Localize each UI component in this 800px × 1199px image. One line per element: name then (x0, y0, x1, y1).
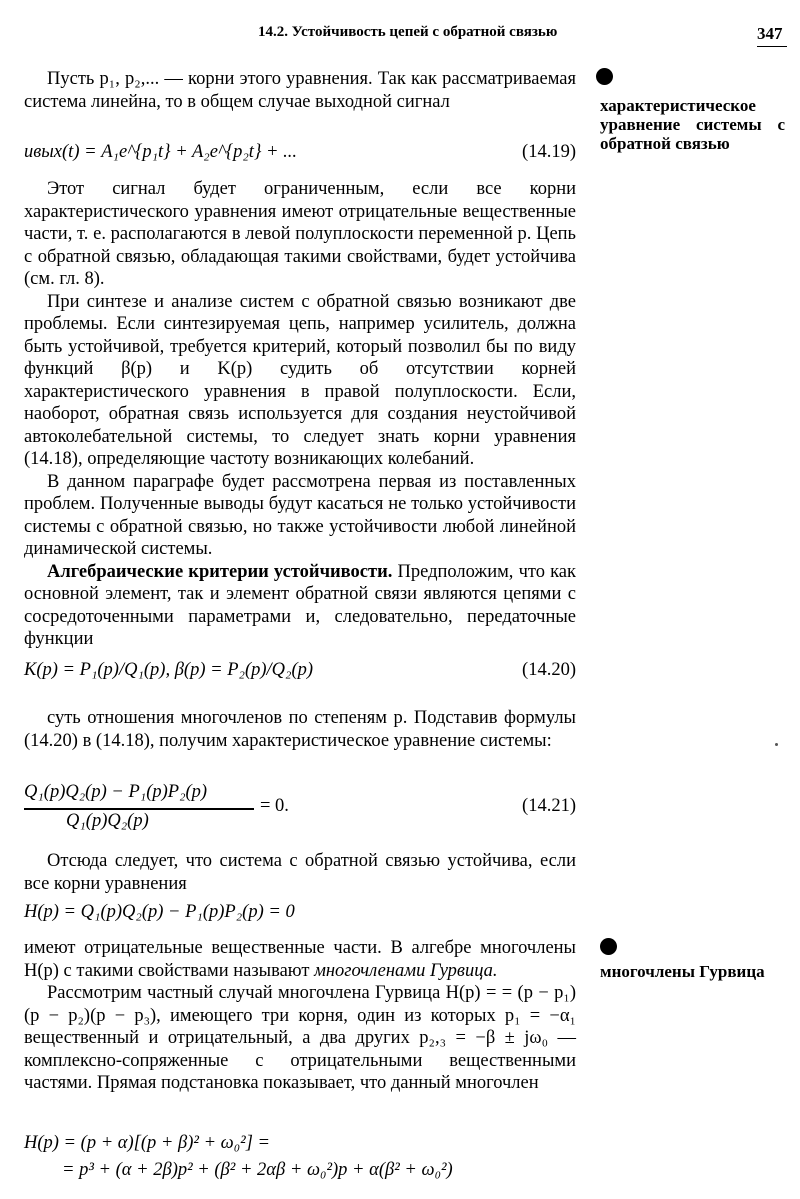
running-header: 14.2. Устойчивость цепей с обратной связью (258, 24, 558, 40)
paragraph-5: Алгебраические критерии устойчивости. Предположим, что как основной элемент, так и элемент обратной связи являются цепями с сосредоточенными параметрами и, следовательно, передаточные функции (24, 561, 576, 649)
page-number: 347 (757, 24, 783, 43)
formula-last-line-2: = p³ + (α + 2β)p² + (β² + 2αβ + ω₀²)p + α(β² + ω₀²) (62, 1160, 453, 1180)
paragraphs-2-4 (24, 178, 576, 651)
paragraph-9: Рассмотрим частный случай многочлена Гурвица H(p) = = (p − p₁)(p − p₂)(p − p₃), имеющего три корня, один из которых p₁ = −α₁ вещественный и отрицательный, а два других p₂,₃ = −β ± jω₀ — комплексно-сопряженные с отрицательными вещественными частями. Прямая подстановка показывает, что данный многочлен (24, 983, 576, 1093)
equation-number: (14.21) (522, 796, 576, 816)
margin-bullet-icon (600, 938, 617, 955)
paragraph-3: При синтезе и анализе систем с обратной связью возникают две проблемы. Если синтезируемая цепь, например усилитель, должна быть устойчивой, требуется критерий, который позволил бы по виду функций β(p) и K(p) судить об отсутствии корней характеристического уравнения в правой полуплоскости. Если, наоборот, обратная связь используется для создания неустойчивой автоколебательной системы, то следует знать корни уравнения (14.18), определяющие частоту возникающих колебаний. (24, 291, 576, 469)
paragraph-8: имеют отрицательные вещественные части. В алгебре многочлены H(p) с такими свойствами называют многочленами Гурвица. (24, 938, 576, 981)
paragraph-7: Отсюда следует, что система с обратной связью устойчива, если все корни уравнения (24, 851, 576, 894)
formula-14-20: K(p) = P₁(p)/Q₁(p), β(p) = P₂(p)/Q₂(p) (14.20) (24, 660, 576, 680)
formula-14-21: Q₁(p)Q₂(p) − P₁(p)P₂(p) Q₁(p)Q₂(p) = 0. (14.21) (24, 782, 576, 831)
margin-bullet-icon (596, 68, 613, 85)
page-number-rule (757, 46, 787, 47)
equation-number: (14.19) (522, 142, 576, 162)
fraction-bar (24, 808, 254, 810)
margin-note-characteristic-equation: характеристическое уравнение системы с обратной связью (600, 96, 785, 153)
paragraph-1: Пусть p₁, p₂,... — корни этого уравнения. Так как рассматриваемая система линейна, то в общем случае выходной сигнал (24, 69, 576, 112)
paragraph-2: Этот сигнал будет ограниченным, если все корни характеристического уравнения имеют отрицательные вещественные части, т. е. располагаются в левой полуплоскости переменной p. Цепь с обратной связью, обладающая такими свойствами, будет устойчива (см. гл. 8). (24, 179, 576, 289)
formula-14-19: uвых(t) = A₁e^{p₁t} + A₂e^{p₂t} + ... (14.19) (24, 142, 576, 162)
paragraphs-8-9 (24, 937, 576, 1095)
paragraph-4: В данном параграфе будет рассмотрена первая из поставленных проблем. Полученные выводы будут касаться не только устойчивости системы с обратной связью, но также устойчивости любой линейной динамической системы. (24, 471, 576, 559)
paragraph-6: суть отношения многочленов по степеням p. Подставив формулы (14.20) в (14.18), получим характеристическое уравнение системы: (24, 708, 576, 751)
margin-note-hurwitz: многочлены Гурвица (600, 962, 765, 981)
scan-speck (775, 743, 778, 746)
formula-hurwitz-polynomial: H(p) = Q₁(p)Q₂(p) − P₁(p)P₂(p) = 0 (24, 902, 295, 922)
formula-last-line-1: H(p) = (p + α)[(p + β)² + ω₀²] = (24, 1133, 271, 1153)
section-heading: Алгебраические критерии устойчивости. (47, 561, 393, 582)
equation-number: (14.20) (522, 660, 576, 680)
fraction-numerator: Q₁(p)Q₂(p) − P₁(p)P₂(p) (24, 782, 208, 802)
fraction-denominator: Q₁(p)Q₂(p) (66, 811, 149, 831)
